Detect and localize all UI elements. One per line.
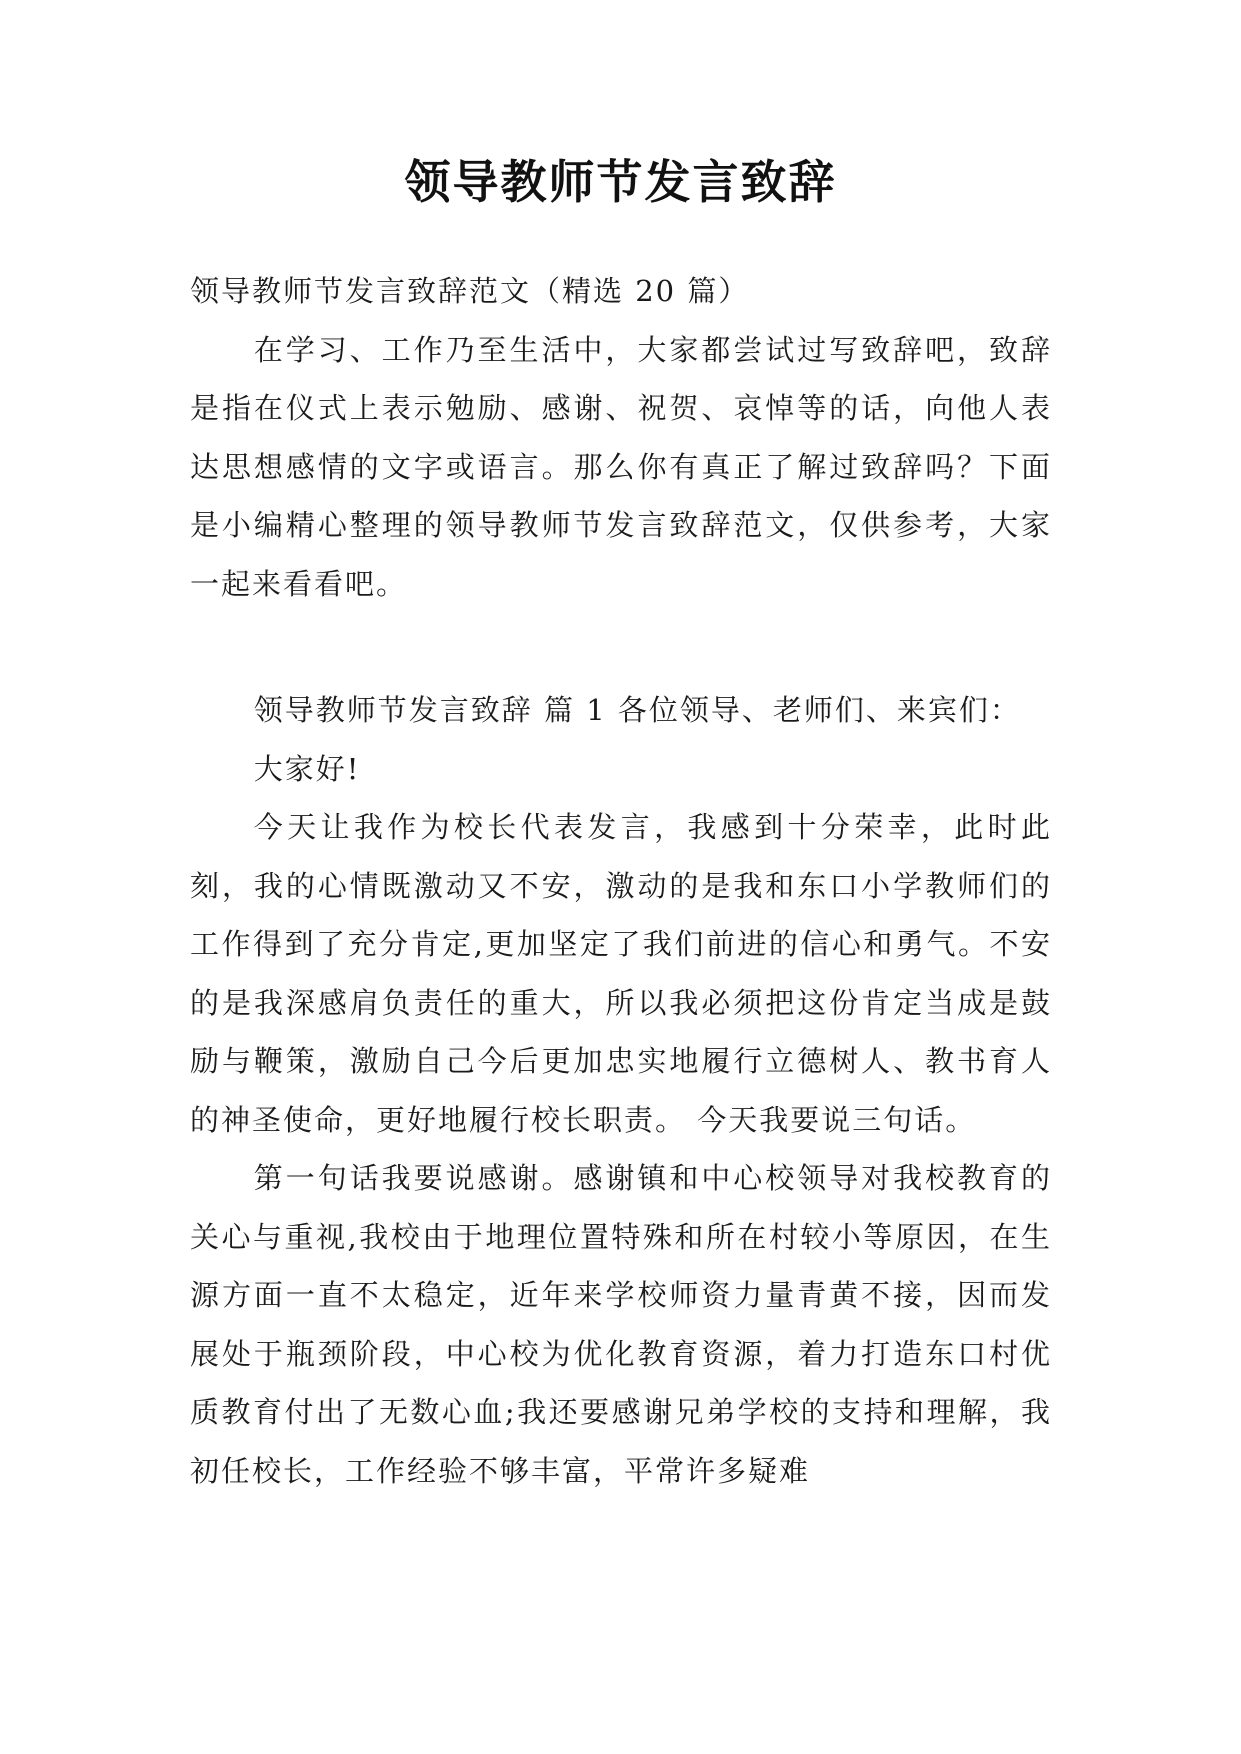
document-title: 领导教师节发言致辞 [404,155,837,209]
greeting-line: 大家好! [253,751,361,786]
intro-paragraph: 在学习、工作乃至生活中，大家都尝试过写致辞吧，致辞是指在仪式上表示勉励、感谢、祝贺、哀悼等的话，向他人表达思想感情的文字或语言。那么你有真正了解过致辞吗？下面是小编精心整理的领导教师节发言致辞范文，仅供参考，大家一起来看看吧。 [190,332,1052,601]
section-heading: 领导教师节发言致辞 篇 1 各位领导、老师们、来宾们： [253,693,1021,727]
body-paragraph-2: 第一句话我要说感谢。感谢镇和中心校领导对我校教育的关心与重视,我校由于地理位置特殊和所在村较小等原因，在生源方面一直不太稳定，近年来学校师资力量青黄不接，因而发展处于瓶颈阶段，中心校为优化教育资源，着力打造东口村优质教育付出了无数心血;我还要感谢兄弟学校的支持和理解，我初任校长，工作经验不够丰富，平常许多疑难 [190,1161,1052,1488]
document-subtitle: 领导教师节发言致辞范文（精选 20 篇） [190,274,750,308]
document-body [190,262,1052,1500]
paragraph-gap [190,613,1052,681]
body-paragraph-1: 今天让我作为校长代表发言，我感到十分荣幸，此时此刻，我的心情既激动又不安，激动的是我和东口小学教师们的工作得到了充分肯定,更加坚定了我们前进的信心和勇气。不安的是我深感肩负责任的重大，所以我必须把这份肯定当成是鼓励与鞭策，激励自己今后更加忠实地履行立德树人、教书育人的神圣使命，更好地履行校长职责。 今天我要说三句话。 [190,810,1052,1137]
